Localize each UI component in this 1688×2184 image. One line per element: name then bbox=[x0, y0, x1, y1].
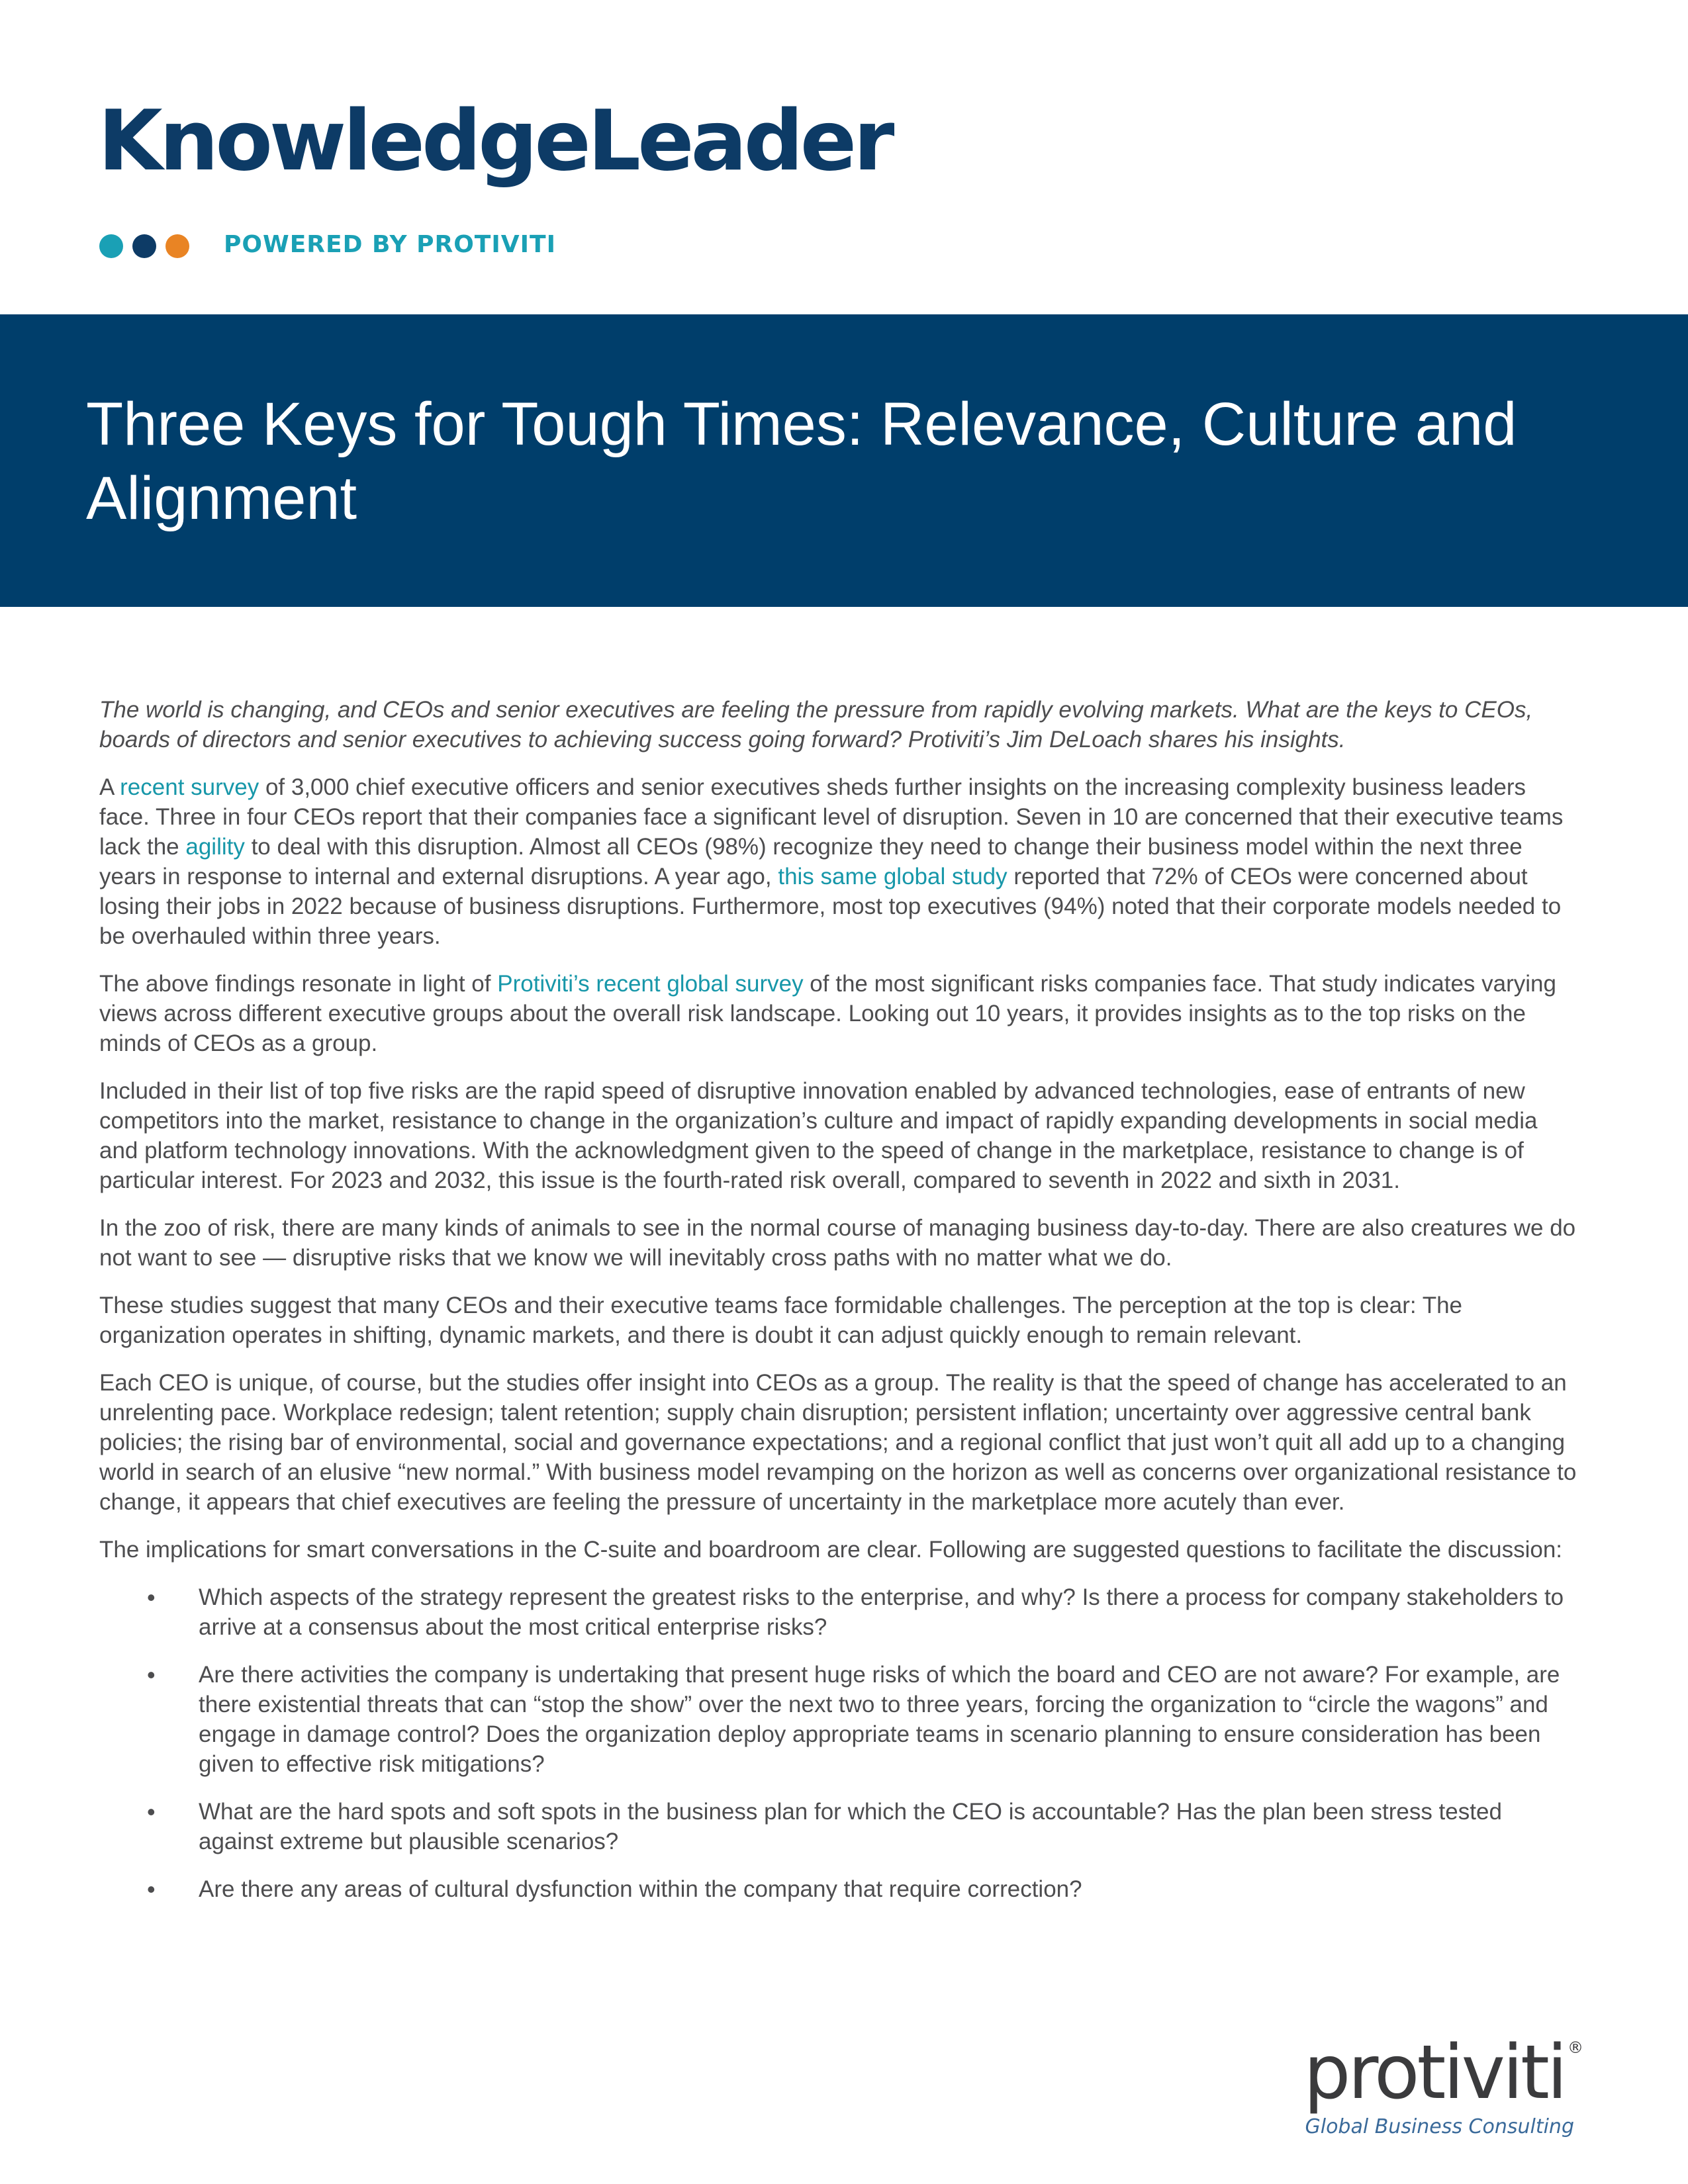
brand-logo: KnowledgeLeader bbox=[98, 92, 892, 189]
agility-link[interactable]: agility bbox=[185, 834, 245, 860]
list-item: • Are there activities the company is undertaking that present huge risks of which the board and CEO are not aware? For example, are there existential threats that can “stop the show” over the next two to three years, forcing the organization to “circle the wagons” and engage in damage control? Does the organization deploy appropriate teams in scenario planning to ensure consideration has been given to effective risk mitigations? bbox=[99, 1660, 1582, 1779]
footer-logo-tagline: Global Business Consulting bbox=[1305, 2115, 1574, 2138]
paragraph-1: A recent survey of 3,000 chief executive officers and senior executives sheds further insights on the increasing complexity business leaders face. Three in four CEOs report that their companies face a significant level of disruption. Seven in 10 are concerned that their executive teams lack the agility to deal with this disruption. Almost all CEOs (98%) recognize they need to change their business model within the next three years in response to internal and external disruptions. A year ago, this same global study reported that 72% of CEOs were concerned about losing their jobs in 2022 because of business disruptions. Furthermore, most top executives (94%) noted that their corporate models needed to be overhauled within three years. bbox=[99, 774, 1564, 949]
dot-teal-icon bbox=[99, 234, 123, 258]
page-title: Three Keys for Tough Times: Relevance, Culture and Alignment bbox=[86, 390, 1517, 532]
article-intro: The world is changing, and CEOs and senior executives are feeling the pressure from rapidly evolving markets. What are the keys to CEOs, boards of directors and senior executives to achieving success going forward? Protiviti’s Jim DeLoach shares his insights. bbox=[99, 697, 1533, 752]
list-item: • What are the hard spots and soft spots in the business plan for which the CEO is accountable? Has the plan been stress tested against extreme but plausible scenarios? bbox=[99, 1797, 1582, 1856]
paragraph-5: These studies suggest that many CEOs and their executive teams face formidable challenges. The perception at the top is clear: The organization operates in shifting, dynamic markets, and there is doubt it can adjust quickly enough to remain relevant. bbox=[99, 1293, 1463, 1348]
dot-orange-icon bbox=[165, 234, 189, 258]
protiviti-survey-link[interactable]: Protiviti’s recent global survey bbox=[497, 971, 804, 997]
list-item: • Which aspects of the strategy represent the greatest risks to the enterprise, and why? Is there a process for company stakeholders to arrive at a consensus about the most critical enterprise risks? bbox=[99, 1582, 1582, 1642]
paragraph-7: The implications for smart conversations in the C-suite and boardroom are clear. Following are suggested questions to facilitate the discussion: bbox=[99, 1537, 1563, 1563]
question-list bbox=[99, 1582, 1582, 1904]
footer-logo-word: protiviti bbox=[1303, 2030, 1565, 2116]
registered-mark: ® bbox=[1568, 2038, 1581, 2057]
recent-survey-link[interactable]: recent survey bbox=[120, 774, 259, 800]
protiviti-footer-logo bbox=[1303, 2030, 1581, 2138]
brand-tagline: POWERED BY PROTIVITI bbox=[224, 231, 556, 258]
article-body bbox=[99, 695, 1582, 1922]
list-item: • Are there any areas of cultural dysfunction within the company that require correction? bbox=[99, 1874, 1582, 1904]
paragraph-4: In the zoo of risk, there are many kinds of animals to see in the normal course of managing business day-to-day. There are also creatures we do not want to see — disruptive risks that we know we will inevitably cross paths with no matter what we do. bbox=[99, 1215, 1576, 1271]
paragraph-3: Included in their list of top five risks are the rapid speed of disruptive innovation enabled by advanced technologies, ease of entrants of new competitors into the market, resistance to change in the organization’s culture and impact of rapidly expanding developments in social media and platform technology innovations. With the acknowledgment given to the speed of change in the marketplace, resistance to change is of particular interest. For 2023 and 2032, this issue is the fourth-rated risk overall, compared to seventh in 2022 and sixth in 2031. bbox=[99, 1078, 1538, 1193]
global-study-link[interactable]: this same global study bbox=[778, 864, 1008, 889]
paragraph-2: The above findings resonate in light of Protiviti’s recent global survey of the most significant risks companies face. That study indicates varying views across different executive groups about the overall risk landscape. Looking out 10 years, it provides insights as to the top risks on the minds of CEOs as a group. bbox=[99, 971, 1556, 1056]
dot-navy-icon bbox=[132, 234, 156, 258]
paragraph-6: Each CEO is unique, of course, but the studies offer insight into CEOs as a group. The reality is that the speed of change has accelerated to an unrelenting pace. Workplace redesign; talent retention; supply chain disruption; persistent inflation; uncertainty over aggressive central bank policies; the rising bar of environmental, social and governance expectations; and a regional conflict that just won’t quit all add up to a changing world in search of an elusive “new normal.” With business model revamping on the horizon as well as concerns over organizational resistance to change, it appears that chief executives are feeling the pressure of uncertainty in the marketplace more acutely than ever. bbox=[99, 1370, 1577, 1515]
